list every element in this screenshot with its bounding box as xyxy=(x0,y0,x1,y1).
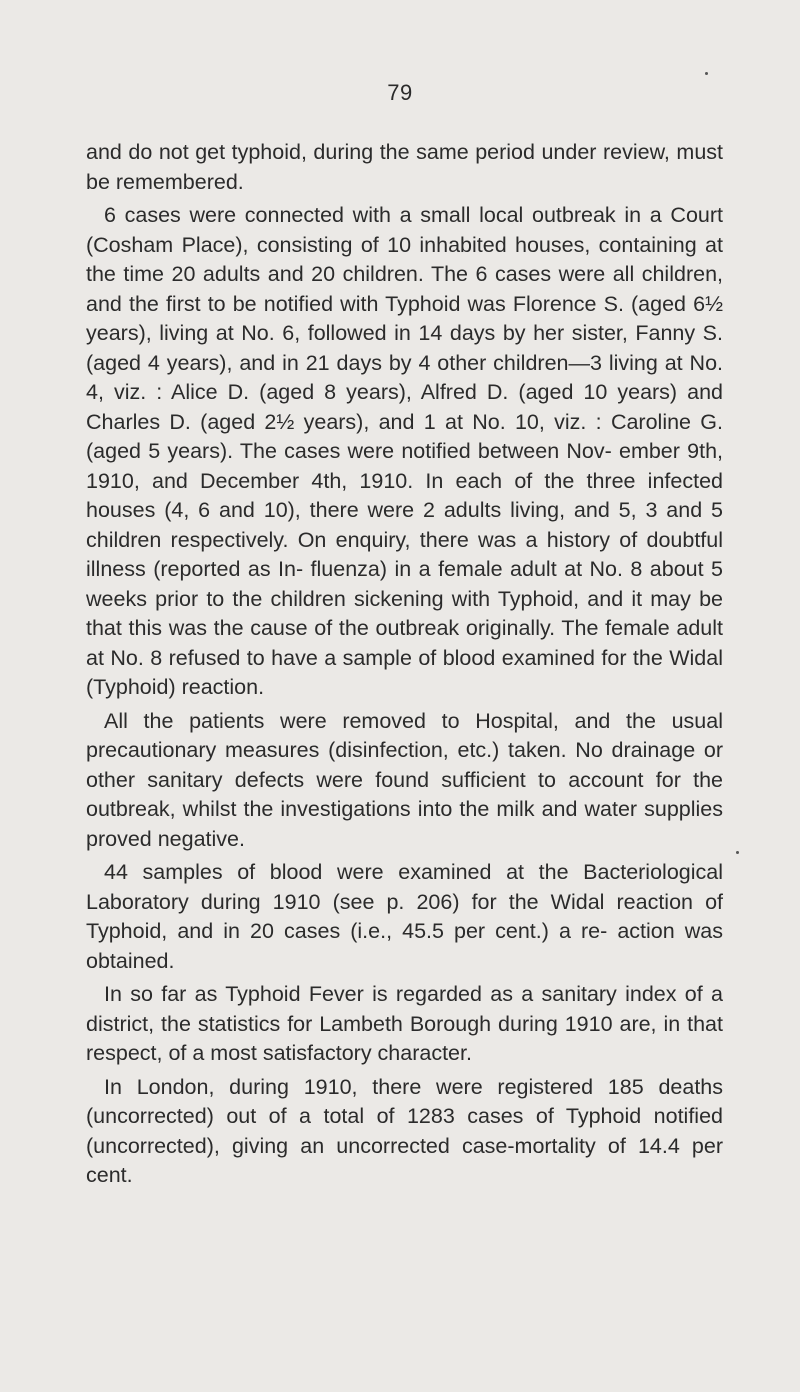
scan-speck xyxy=(705,72,708,75)
paragraph-sanitary-index: In so far as Typhoid Fever is regarded as a sanitary index of a district, the statistics for Lambeth Borough during 1910 are, in that respect, of a most satisfactory character. xyxy=(86,982,723,1065)
scan-speck xyxy=(736,851,739,854)
page-number: 79 xyxy=(387,80,413,105)
paragraph-precautions: All the patients were removed to Hospital, and the usual precautionary measures (disinfection, etc.) taken. No drainage or other sanitary defects were found sufficient to account for the outbreak, whilst the investigations into the milk and water supplies proved negative. xyxy=(86,708,723,851)
paragraph-widal-samples: 44 samples of blood were examined at the Bacteriological Laboratory during 1910 (see p. 206) for the Widal reaction of Typhoid, and in 20 cases (i.e., 45.5 per cent.) a re- action was obtained. xyxy=(86,860,723,973)
body-text xyxy=(86,138,723,1195)
paragraph-outbreak-details: 6 cases were connected with a small local outbreak in a Court (Cosham Place), consisting of 10 inhabited houses, containing at the time 20 adults and 20 children. The 6 cases were all children, and the first to be notified with Typhoid was Florence S. (aged 6½ years), living at No. 6, followed in 14 days by her sister, Fanny S. (aged 4 years), and in 21 days by 4 other children—3 living at No. 4, viz. : Alice D. (aged 8 years), Alfred D. (aged 10 years) and Charles D. (aged 2½ years), and 1 at No. 10, viz. : Caroline G. (aged 5 years). The cases were notified between Nov- ember 9th, 1910, and December 4th, 1910. In each of the three infected houses (4, 6 and 10), there were 2 adults living, and 5, 3 and 5 children respectively. On enquiry, there was a history of doubtful illness (reported as In- fluenza) in a female adult at No. 8 about 5 weeks prior to the children sickening with Typhoid, and it may be that this was the cause of the outbreak originally. The female adult at No. 8 refused to have a sample of blood examined for the Widal (Typhoid) reaction. xyxy=(86,203,723,699)
paragraph-continuation: and do not get typhoid, during the same period under review, must be remembered. xyxy=(86,140,723,194)
paragraph-london-statistics: In London, during 1910, there were registered 185 deaths (uncorrected) out of a total of 1283 cases of Typhoid notified (uncorrected), giving an uncorrected case-mortality of 14.4 per cent. xyxy=(86,1074,723,1187)
